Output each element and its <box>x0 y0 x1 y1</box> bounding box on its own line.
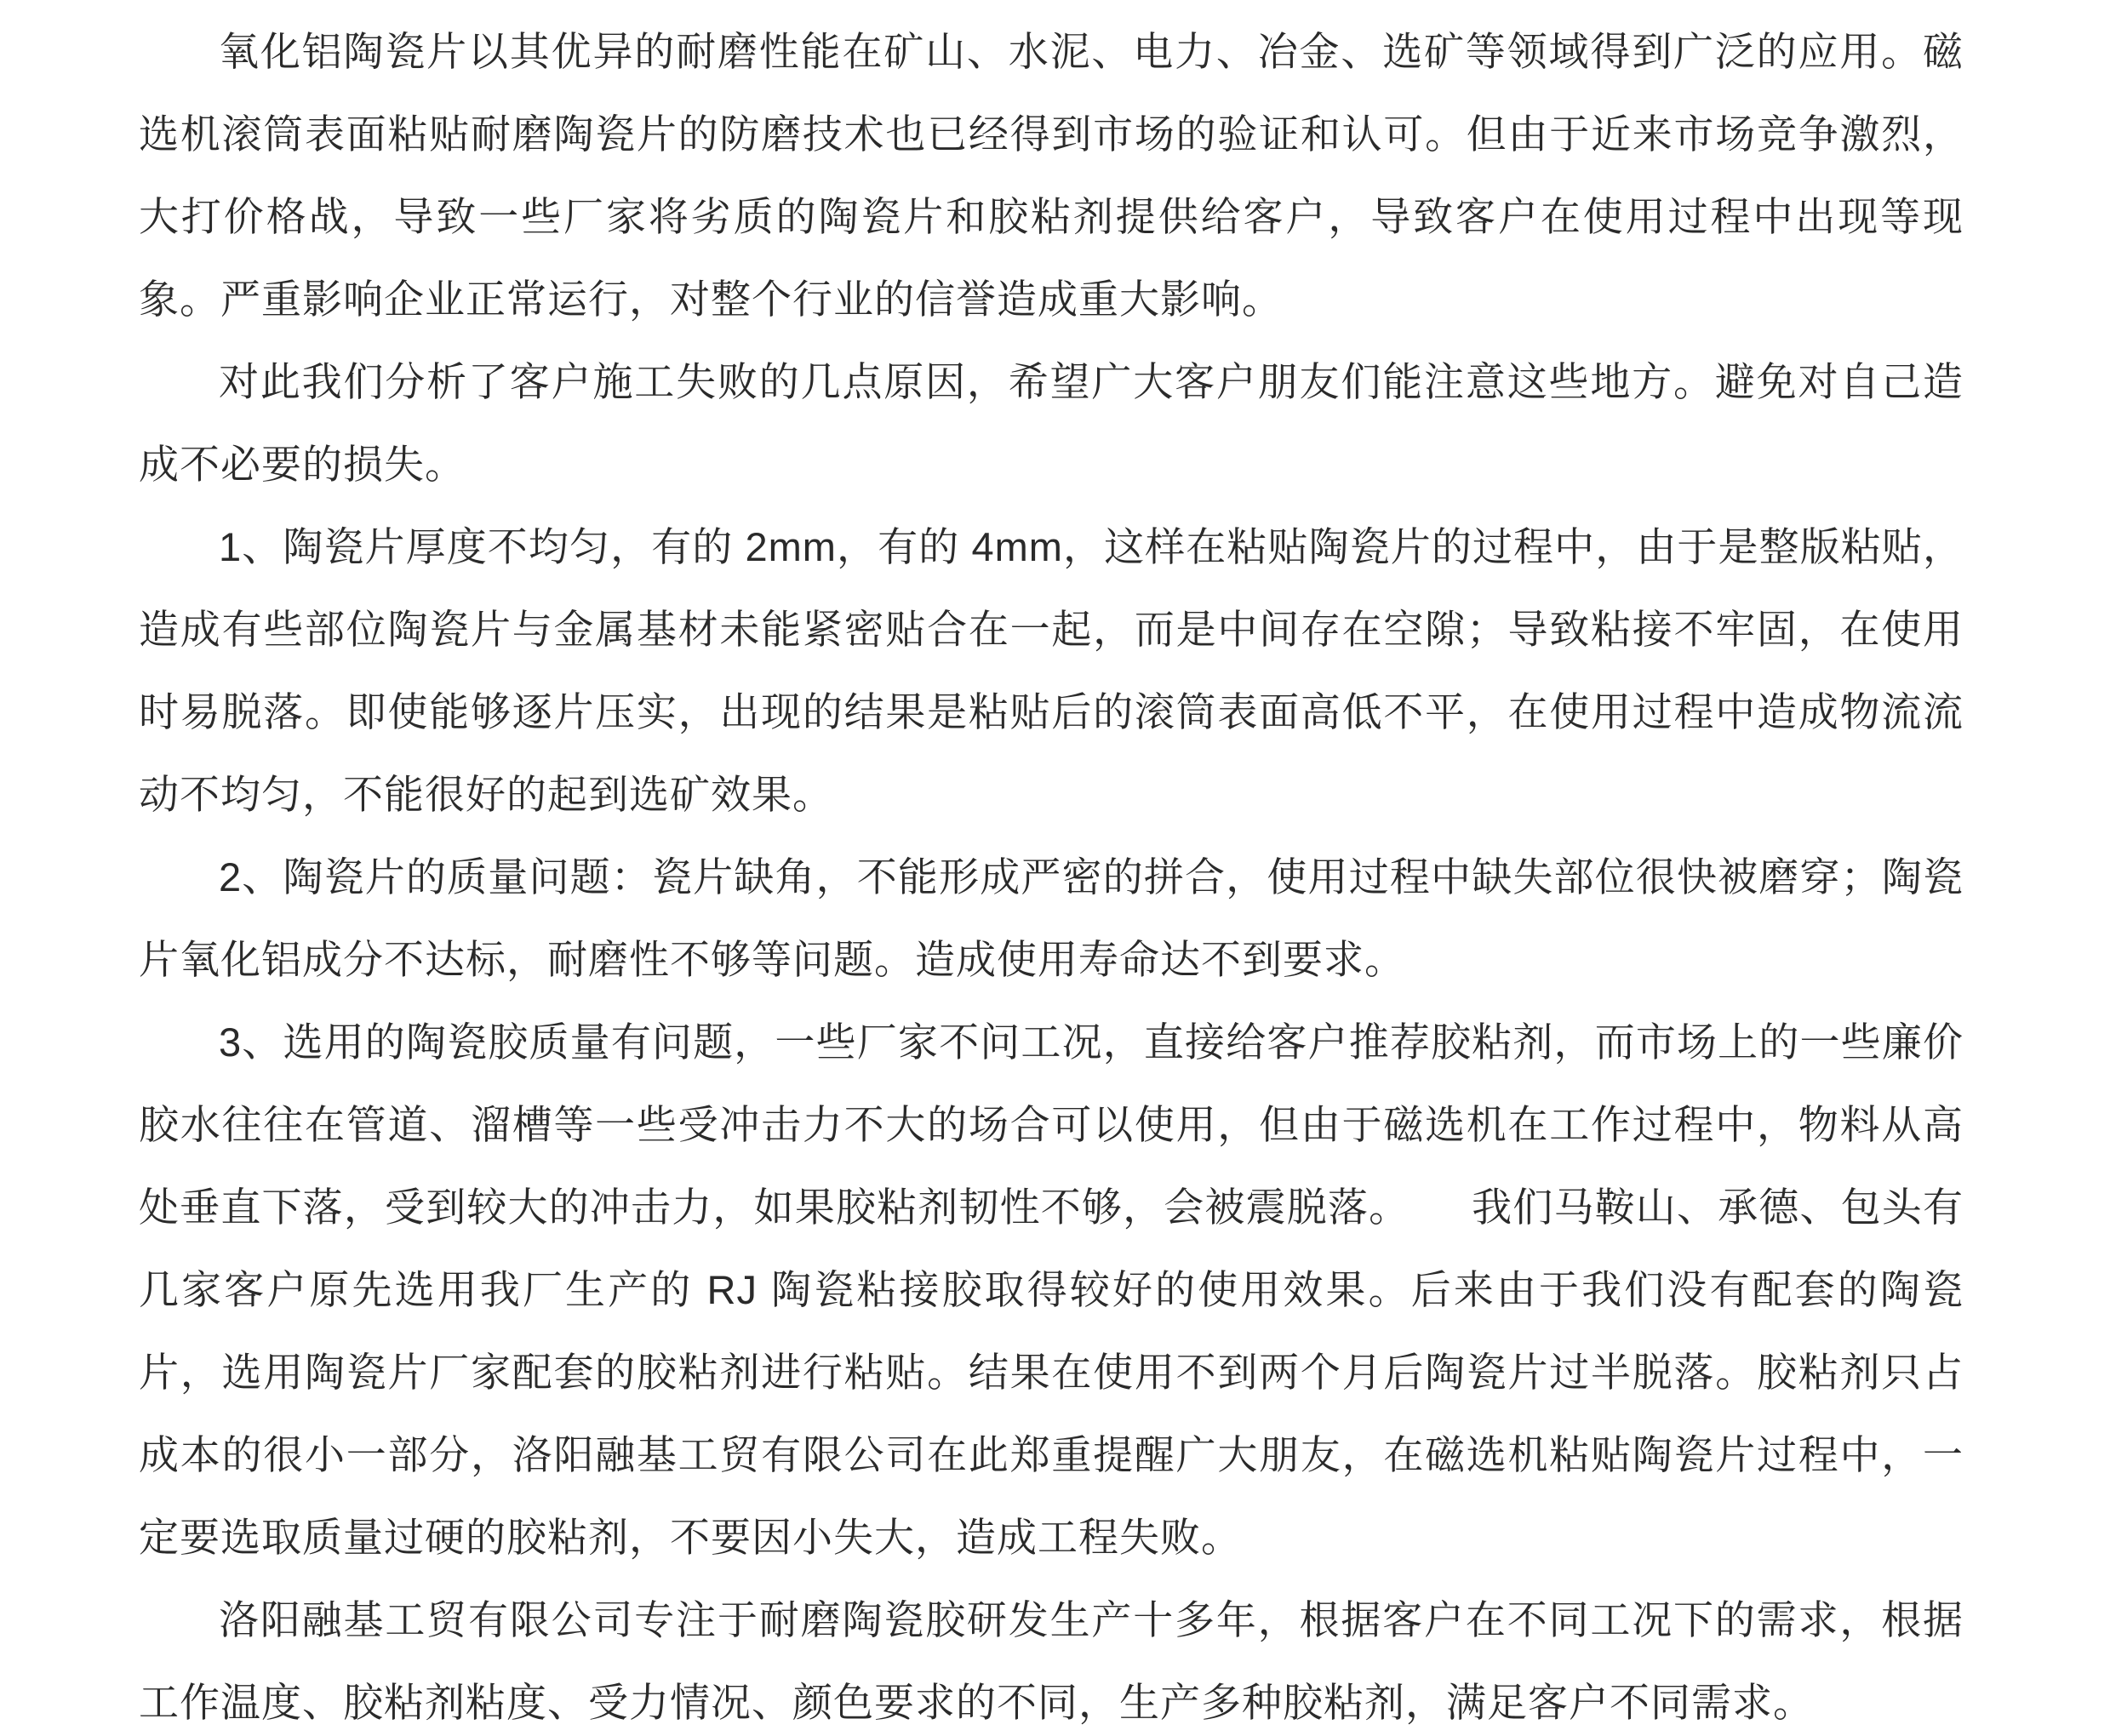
paragraph-analysis-lead: 对此我们分析了客户施工失败的几点原因，希望广大客户朋友们能注意这些地方。避免对自己造成不必要的损失。 <box>139 359 1964 487</box>
paragraph-reason-1-thickness: 1、陶瓷片厚度不均匀，有的 2mm，有的 4mm，这样在粘贴陶瓷片的过程中，由于是整版粘贴，造成有些部位陶瓷片与金属基材未能紧密贴合在一起，而是中间存在空隙；导致粘接不牢固，在使用时易脱落。即使能够逐片压实，出现的结果是粘贴后的滚筒表面高低不平，在使用过程中造成物流流动不均匀，不能很好的起到选矿效果。 <box>139 524 1964 817</box>
document-body <box>139 10 1964 1736</box>
paragraph-reason-2-tile-quality: 2、陶瓷片的质量问题：瓷片缺角，不能形成严密的拼合，使用过程中缺失部位很快被磨穿；陶瓷片氧化铝成分不达标，耐磨性不够等问题。造成使用寿命达不到要求。 <box>139 854 1964 982</box>
paragraph-company-closing: 洛阳融基工贸有限公司专注于耐磨陶瓷胶研发生产十多年，根据客户在不同工况下的需求，根据工作温度、胶粘剂粘度、受力情况、颜色要求的不同，生产多种胶粘剂，满足客户不同需求。 <box>139 1597 1964 1725</box>
paragraph-reason-3-adhesive-quality: 3、选用的陶瓷胶质量有问题，一些厂家不问工况，直接给客户推荐胶粘剂，而市场上的一些廉价胶水往往在管道、溜槽等一些受冲击力不大的场合可以使用，但由于磁选机在工作过程中，物料从高处垂直下落，受到较大的冲击力，如果胶粘剂韧性不够，会被震脱落。 我们马鞍山、承德、包头有几家客户原先选用我厂生产的 RJ 陶瓷粘接胶取得较好的使用效果。后来由于我们没有配套的陶瓷片，选用陶瓷片厂家配套的胶粘剂进行粘贴。结果在使用不到两个月后陶瓷片过半脱落。胶粘剂只占成本的很小一部分，洛阳融基工贸有限公司在此郑重提醒广大朋友，在磁选机粘贴陶瓷片过程中，一定要选取质量过硬的胶粘剂，不要因小失大，造成工程失败。 <box>139 1019 1964 1560</box>
paragraph-intro: 氧化铝陶瓷片以其优异的耐磨性能在矿山、水泥、电力、冶金、选矿等领域得到广泛的应用。磁选机滚筒表面粘贴耐磨陶瓷片的防磨技术也已经得到市场的验证和认可。但由于近来市场竞争激烈，大打价格战，导致一些厂家将劣质的陶瓷片和胶粘剂提供给客户，导致客户在使用过程中出现等现象。严重影响企业正常运行，对整个行业的信誉造成重大影响。 <box>139 29 1964 322</box>
